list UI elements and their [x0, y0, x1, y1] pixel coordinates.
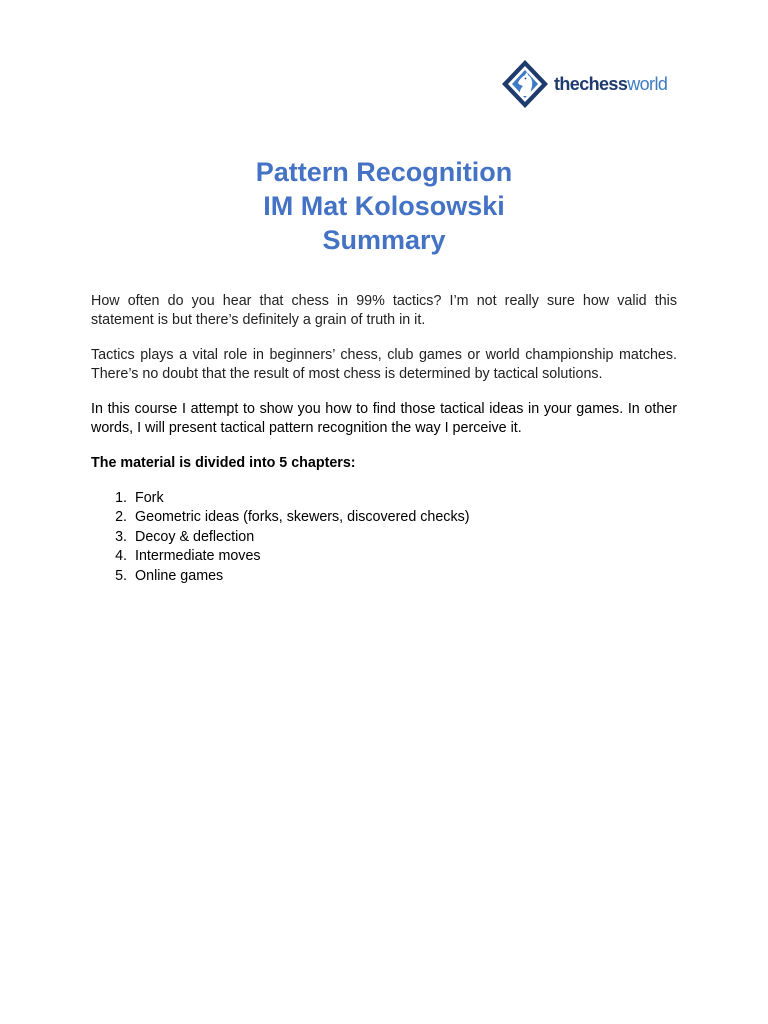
logo-text-chess: chess — [579, 74, 628, 94]
course-paragraph: In this course I attempt to show you how to find those tactical ideas in your games. In other words, I will present tactical pattern recognition the way I perceive it. — [91, 401, 677, 436]
tactics-paragraph: Tactics plays a vital role in beginners’ chess, club games or world championship matches. There’s no doubt that the result of most chess is determined by tactical solutions. — [91, 347, 677, 382]
chapter-item — [91, 489, 677, 509]
chapter-number: 3. — [115, 528, 127, 545]
chapters-heading: The material is divided into 5 chapters: — [91, 455, 356, 471]
intro-paragraph: How often do you hear that chess in 99% tactics? I’m not really sure how valid this statement is but there’s definitely a grain of truth in it. — [91, 293, 677, 328]
chapter-label: Online games — [135, 567, 224, 584]
chapter-item — [91, 547, 677, 567]
chapter-list — [91, 489, 677, 587]
chapter-number: 1. — [115, 489, 127, 506]
knight-diamond-icon — [500, 58, 550, 110]
logo-wordmark — [554, 75, 667, 93]
chapter-item — [91, 567, 677, 587]
title-line-course: Pattern Recognition — [255, 157, 513, 187]
chapter-number: 4. — [115, 548, 127, 564]
logo-text-the: the — [554, 74, 580, 94]
chapter-item — [91, 508, 677, 528]
document-body — [91, 292, 677, 586]
document-title — [0, 155, 768, 257]
chapter-label: Decoy & deflection — [135, 528, 255, 545]
title-line-author: IM Mat Kolosowski — [263, 191, 505, 221]
chapter-item — [91, 528, 677, 548]
title-line-summary: Summary — [322, 225, 446, 255]
chapter-number: 5. — [115, 567, 127, 584]
chapter-label: Intermediate moves — [135, 548, 261, 564]
chapter-label: Fork — [135, 489, 164, 506]
logo-text-world: world — [627, 74, 668, 94]
chapter-number: 2. — [115, 509, 127, 525]
chapter-label: Geometric ideas (forks, skewers, discovered checks) — [135, 509, 470, 525]
thechessworld-logo[interactable] — [500, 58, 667, 110]
